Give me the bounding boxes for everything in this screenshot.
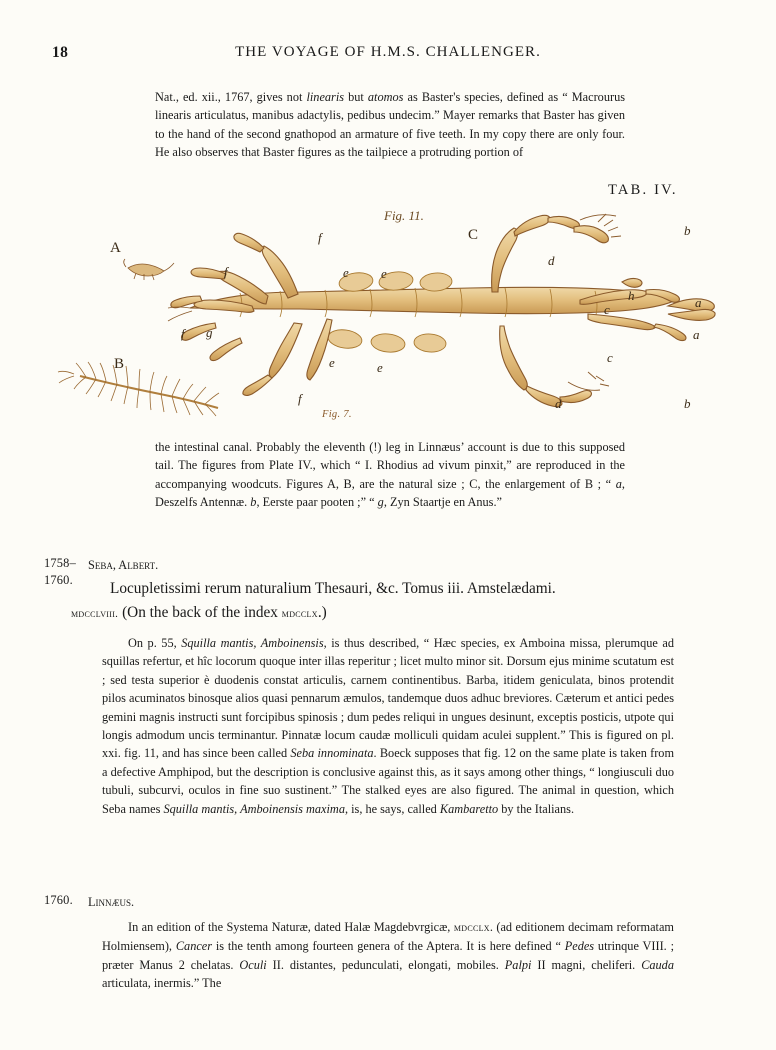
linnaeus-entry-author — [88, 893, 134, 911]
plate-letter-b-12: b — [684, 223, 691, 238]
plate-letter-b-20: b — [684, 396, 691, 411]
figure-a-small — [124, 259, 174, 280]
plate-letter-d-13: d — [548, 253, 555, 268]
crustacean-illustration — [40, 196, 740, 432]
plate-letter-d-19: d — [555, 396, 562, 411]
plate-letter-a-16: a — [695, 295, 702, 310]
plate-letter-f-5: f — [181, 326, 185, 341]
page-number: 18 — [52, 44, 69, 61]
plate-letter-b-1: B — [114, 356, 125, 372]
figure-plate — [40, 196, 740, 432]
page-header — [0, 44, 776, 66]
figure-7-caption: Fig. 7. — [322, 409, 352, 420]
seba-entry-date: 1758– — [44, 556, 76, 570]
seba-author-name: Seba, Albert. — [88, 558, 159, 572]
left-appendages-lower — [210, 319, 332, 396]
paragraph-seba: On p. 55, Squilla mantis, Amboinensis, is thus described, “ Hæc species, ex Amboina missa, plerumque ad squillas refertur, et hîc locorum quoque inter illas reperitur ; licet multo minor sit. Dorsum ejus minime scutatum est ; sed testa superior è duodenis constat articulis, carnem continentibus. Barba, itidem geniculata, binos protendit pilos acuminatos binosque alios quasi pennarum æmulos, tandemque duos adhuc breviores. Cæterum et antici pedes gemini magnis instructi sunt forcipibus spinosis ; dum pedes reliqui in ungues desinunt, exceptis posticis, utpote qui longis admodum uncis terminantur. Pinnatæ locum caudæ molliculi quidam aculei supplent.” This is figured on pl. xxi. fig. 11, and has since been called Seba innominata. Boeck supposes that fig. 12 on the same plate is taken from a defective Amphipod, but the description is conclusive against this, as it says among other things, “ longiusculi duo tubuli, subcurvi, oculos in fine suo sustinent.” The stalked eyes are also figured. The animal in question, which Seba names Squilla mantis, Amboinensis maxima, is, he says, called Kambaretto by the Italians. — [102, 636, 675, 816]
plate-letter-a-0: A — [110, 240, 121, 256]
plate-letter-f-4: f — [224, 264, 228, 279]
seba-imprint-note: (On the back of the index mdcclx.) — [122, 604, 327, 621]
plate-letter-g-6: g — [206, 325, 213, 340]
seba-entry-date2: 1760. — [44, 573, 73, 587]
paragraph-linnaeus: In an edition of the Systema Naturæ, dated Halæ Magdebvrgicæ, mdcclx. (ad editionem decimam reformatam Holmiensem), Cancer is the tenth among fourteen genera of the Aptera. It is here defined “ Pedes utrinque VIII. ; præter Manus 2 chelatas. Oculi II. distantes, pedunculati, elongati, mobiles. Palpi II magni, cheliferi. Cauda articulata, inermis.” The — [102, 920, 674, 991]
seba-title-line2 — [71, 601, 631, 626]
plate-letter-e-8: e — [343, 265, 349, 280]
plate-letter-e-11: e — [377, 360, 383, 375]
left-appendages-upper — [171, 233, 298, 340]
plate-letter-e-9: e — [381, 266, 387, 281]
seba-title-line1: Locupletissimi rerum naturalium Thesauri, &c. Tomus iii. Amstelædami. — [110, 580, 556, 597]
plate-label: TAB. IV. — [608, 182, 678, 198]
paragraph-middle: the intestinal canal. Probably the eleventh (!) leg in Linnæus’ account is due to this supposed tail. The figures from Plate IV., which “ I. Rhodius ad vivum pinxit,” are reproduced in the accompanying woodcuts. Figures A, B, are the natural size ; C, the enlargement of B ; “ a, Deszelfs Antennæ. b, Eerste paar pooten ;” “ g, Zyn Staartje en Anus.” — [155, 440, 625, 510]
seba-entry-author — [88, 556, 158, 574]
plate-letter-c-18: c — [607, 350, 613, 365]
plate-letter-e-10: e — [329, 355, 335, 370]
running-title: THE VOYAGE OF H.M.S. CHALLENGER. — [235, 44, 541, 60]
figure-b-small — [58, 362, 219, 416]
linnaeus-author-name: Linnæus. — [88, 895, 135, 909]
plate-letter-f-7: f — [298, 391, 302, 406]
seba-imprint-date: mdcclviii. — [71, 608, 119, 620]
paragraph-top: Nat., ed. xii., 1767, gives not linearis but atomos as Baster's species, defined as “ Macrourus linearis articulatus, manibus adactylis, pedibus undecim.” Mayer remarks that Baster has given to the hand of the second gnathopod an armature of five teeth. In my copy there are only four. He also observes that Baster figures as the tailpiece a protruding portion of — [155, 90, 626, 160]
figure-c-enlargement — [168, 214, 715, 407]
plate-letter-c-15: c — [604, 302, 610, 317]
plate-letter-h-14: h — [628, 288, 635, 303]
figure-11-title: Fig. 11. — [384, 208, 424, 223]
plate-letter-c-2: C — [468, 227, 479, 243]
linnaeus-entry-date: 1760. — [44, 893, 73, 907]
plate-letter-f-3: f — [318, 230, 322, 245]
plate-letter-a-17: a — [693, 327, 700, 342]
